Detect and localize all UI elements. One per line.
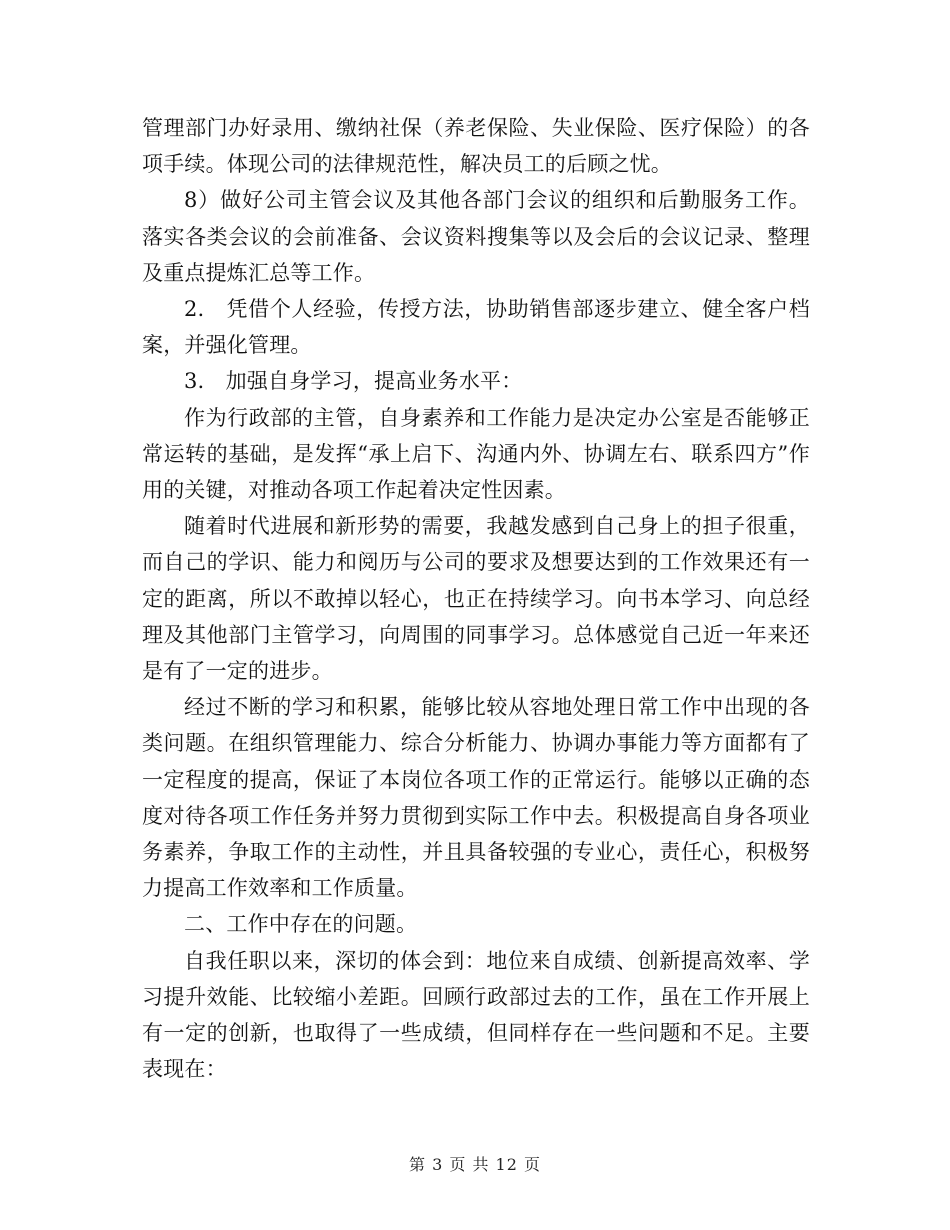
paragraph-supervisor-role: 作为行政部的主管，自身素养和工作能力是决定办公室是否能够正常运转的基础，是发挥“承上启下、沟通内外、协调左右、联系四方”作用的关键，对推动各项工作起着决定性因素。 xyxy=(142,405,810,503)
paragraph-social-insurance: 管理部门办好录用、缴纳社保（养老保险、失业保险、医疗保险）的各项手续。体现公司的法律规范性，解决员工的后顾之忧。 xyxy=(142,116,810,177)
document-body xyxy=(142,110,810,1087)
section-heading-problems: 二、工作中存在的问题。 xyxy=(184,912,418,937)
paragraph-self-study-heading: 3. 加强自身学习，提高业务水平： xyxy=(184,369,523,394)
paragraph-continuous-learning: 随着时代进展和新形势的需要，我越发感到自己身上的担子很重，而自己的学识、能力和阅历与公司的要求及想要达到的工作效果还有一定的距离，所以不敢掉以轻心，也正在持续学习。向书本学习、向总经理及其他部门主管学习，向周围的同事学习。总体感觉自己近一年来还是有了一定的进步。 xyxy=(142,514,810,684)
paragraph-meeting-services: 8）做好公司主管会议及其他各部门会议的组织和后勤服务工作。落实各类会议的会前准备、会议资料搜集等以及会后的会议记录、整理及重点提炼汇总等工作。 xyxy=(142,188,810,285)
page-number-footer: 第 3 页 共 12 页 xyxy=(409,1155,541,1174)
paragraph-progress: 经过不断的学习和积累，能够比较从容地处理日常工作中出现的各类问题。在组织管理能力、综合分析能力、协调办事能力等方面都有了一定程度的提高，保证了本岗位各项工作的正常运行。能够以正确的态度对待各项工作任务并努力贯彻到实际工作中去。积极提高自身各项业务素养，争取工作的主动性，并且具备较强的专业心，责任心，积极努力提高工作效率和工作质量。 xyxy=(142,695,810,901)
paragraph-problems-intro: 自我任职以来，深切的体会到：地位来自成绩、创新提高效率、学习提升效能、比较缩小差距。回顾行政部过去的工作，虽在工作开展上有一定的创新，也取得了一些成绩，但同样存在一些问题和不足。主要表现在： xyxy=(142,948,810,1082)
paragraph-customer-files: 2. 凭借个人经验，传授方法，协助销售部逐步建立、健全客户档案，并强化管理。 xyxy=(142,297,810,358)
